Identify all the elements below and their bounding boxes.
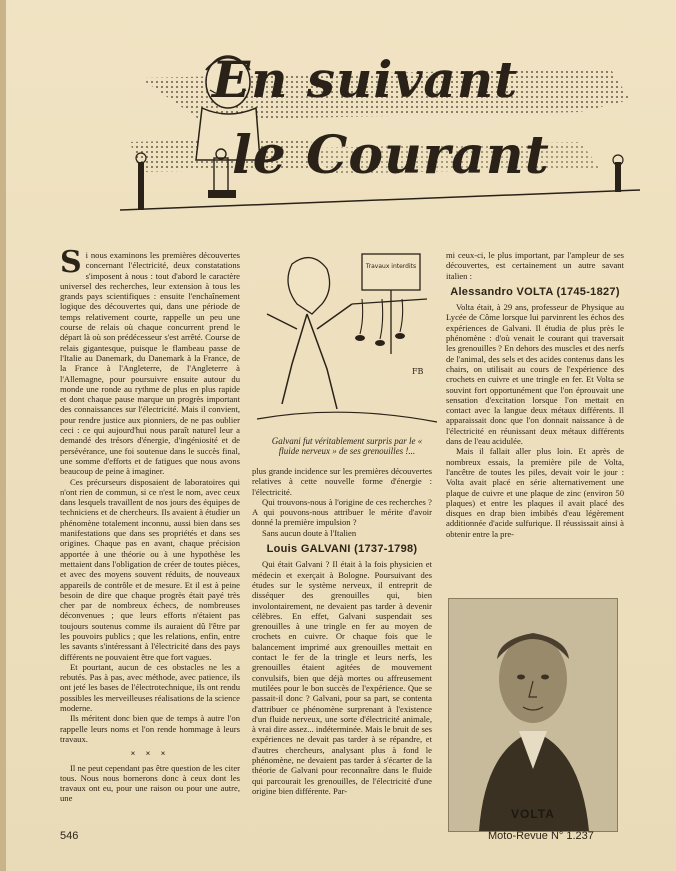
- paragraph: Qui trouvons-nous à l'origine de ces recherches ? A qui pouvons-nous attribuer le mérite d'avoir donné la première impulsion ?: [252, 496, 432, 528]
- paragraph: mi ceux-ci, le plus important, par l'ampleur de ses découvertes, est certainement un autre savant italien :: [446, 250, 624, 281]
- paragraph: Sans aucun doute à l'Italien: [262, 527, 357, 538]
- section-heading-volta: Alessandro VOLTA (1745-1827): [450, 285, 620, 298]
- intro-paragraph: i nous examinons les premières découvertes concernant l'électricité, deux constatations s'imposent à nous : tout d'abord le caractère universel des recherches, leur extension à tous les grands pays scientifiques : ensuite l'enchaînement logique des découvertes qui, dans une période de temps relativement courte, rappelle un peu une course de relais où chaque concurrent prend le départ là où son prédécesseur s'est arrêté. Course de relais gigantesque, puisque le flambeau passe de l'Italie au Danemark, du Danemark à la France, de la France à l'Angleterre, de l'Angleterre à l'Allemagne, pour poursuivre ensuite autour du monde une ronde au rythme de plus en plus rapide et dont chaque pause marque un progrès important des connaissances sur l'électricité. Mais il convient, pour rendre justice aux pionniers, de ne pas oublier ceci : ce qui aujourd'hui nous paraît naturel leur a demandé des trésors d'énergie, d'ingéniosité et de persévérance, une foi soutenue dans le succès final, une somme d'efforts et de fatigues que nous avons beaucoup de peine à imaginer.: [60, 250, 240, 477]
- column-3: [446, 250, 624, 539]
- column-2: [252, 466, 432, 796]
- paragraph: Ces précurseurs disposaient de laboratoires qui n'ont rien de commun, si ce n'est le nom, avec ceux dans lesquels travaillent de nos jours des équipes de techniciens et de chercheurs. Ils avaient à étudier un phénomène totalement inconnu, aussi bien dans ses manifestations que dans ses propriétés et dans ses origines. Chaque pas en avant, chaque précision apportée à une théorie ou à une hypothèse les mettaient dans l'obligation de créer de toutes pièces, et avec des moyens souvent réduits, de nouveaux appareils de contrôle et de mesure. Et il est à peine besoin de dire que chaque progrès était payé très cher par de nombreux échecs, de nombreuses déconvenues ; que leurs efforts n'étaient pas toujours soutenus comme ils auraient dû l'être par les pouvoirs publics ; que les relations, enfin, entre les savants s'intéressant à l'électricité dans des pays différents ne pouvaient être que fort vagues.: [60, 476, 240, 662]
- galvani-cartoon: [252, 244, 442, 434]
- section-separator: × × ×: [130, 748, 170, 759]
- page-edge: [0, 0, 6, 871]
- paragraph: Et pourtant, aucun de ces obstacles ne les a rebutés. Pas à pas, avec méthode, avec patience, ils ont jeté les bases de l'électrotechnique, ils ont rendu possibles les merveilleuses réalisations de la science moderne.: [60, 661, 240, 714]
- title-line-2: le Courant: [232, 125, 550, 186]
- volta-portrait: [448, 598, 618, 832]
- paragraph: Mais il fallait aller plus loin. Et après de nombreux essais, la première pile de Volta, l'ancêtre de toutes les piles, devait voir le jour : Volta avait placé en série alternativement une plaque de cuivre et une plaque de zinc (environ 50 plaques) et entre les plaques il avait placé des disques en drap bien imbibés d'eau légèrement additionnée d'acide sulfurique. Il réussissait ainsi à obtenir entre la pre-: [446, 446, 624, 539]
- section-heading-galvani: Louis GALVANI (1737-1798): [266, 543, 418, 556]
- column-1: [60, 245, 240, 804]
- paragraph: Ils méritent donc bien que de temps à autre l'on rappelle leurs noms et l'on rende hommage à leurs travaux.: [60, 713, 240, 744]
- page-number: 546: [60, 830, 79, 842]
- paragraph: plus grande incidence sur les premières découvertes relatives à cette nouvelle forme d'énergie : l'électricité.: [252, 466, 432, 497]
- title-line-1: En suivant: [212, 50, 519, 109]
- drop-cap: S: [60, 245, 82, 280]
- illustrator-signature: FB: [412, 367, 424, 376]
- cartoon-caption: Galvani fut véritablement surpris par le « fluide nerveux » de ses grenouilles !...: [271, 436, 423, 456]
- sign-text: Travaux interdits: [365, 263, 417, 270]
- paragraph: Il ne peut cependant pas être question de les citer tous. Nous nous bornerons donc à ceux dont les travaux ont eu, pour une raison ou pour une autre, une: [60, 762, 240, 804]
- paragraph: Qui était Galvani ? Il était à la fois physicien et médecin et exerçait à Bologne. Poursuivant des études sur le système nerveux, il entreprit de disséquer des grenouilles qui, bien involontairement, ne devaient pas tarder à devenir célèbres. En effet, Galvani suspendait ses grenouilles à une tringle en fer au moyen de crochets en cuivre. Or chaque fois que le balancement imprimé aux grenouilles mettait en contact le fer de la tringle et leurs nerfs, les grenouilles étaient agitées de mouvement convulsifs, bien que déjà mortes ou affreusement mutilées pour le bon succès de l'expérience. Que se passait-il donc ? Galvani, pour sa part, se contenta d'attribuer ce phénomène surprenant à l'existence d'un fluide nerveux, une sorte d'électricité animale, à vrai dire assez... indéterminée. Mais le bruit de ses expériences ne devait pas tarder à se répandre, et d'autres chercheurs, analysant plus à fond le phénomène, ne devaient pas tarder à s'écarter de la théorie de Galvani pour reconnaître dans le fluide qui parcourait les grenouilles, de l'électricité d'une origine bien différente. Par-: [252, 559, 432, 796]
- portrait-label: VOLTA: [511, 807, 555, 821]
- magazine-issue: Moto-Revue N° 1.237: [488, 830, 594, 842]
- portrait-image: [449, 599, 617, 831]
- paragraph: Volta était, à 29 ans, professeur de Physique au Lycée de Côme lorsque lui parvinrent les échos des expériences de Galvani. Il étudia de plus près le phénomène : d'où venait le courant qui traversait les grenouilles ? En dehors des muscles et des nerfs de l'animal, des sels et des acides contenus dans les chairs, on utilisait au cours de l'expérience des crochets en cuivre et une tringle en fer. Et Volta se souvint fort opportunément que l'on éprouvait une sensation d'excitation lorsque l'on mettait en contact avec la langue deux métaux différents. Il apparaissait donc que l'on donnait naissance à de l'électricité en réunissant deux métaux différents dans de l'eau acidulée.: [446, 302, 624, 447]
